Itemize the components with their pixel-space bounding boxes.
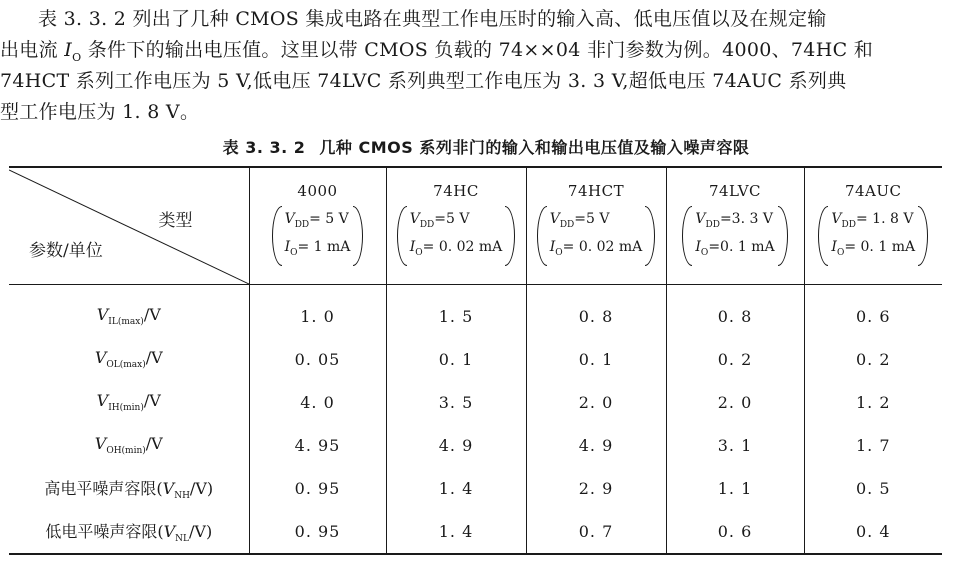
io-symbol: I <box>284 239 291 255</box>
io-subscript: O <box>290 247 298 258</box>
cell-value: 1. 1 <box>717 479 753 498</box>
cell-value: 0. 8 <box>717 307 753 326</box>
row-label-symbol: V <box>96 391 109 411</box>
cmos-parameter-table <box>9 166 942 555</box>
vdd-symbol: V <box>695 211 706 228</box>
value-cell <box>666 285 804 339</box>
cell-value: 0. 05 <box>294 350 341 369</box>
column-name: 74AUC <box>844 182 902 201</box>
value-cell <box>249 381 386 424</box>
paragraph-line-4: 型工作电压为 1. 8 V。 <box>0 101 200 123</box>
cell-value: 0. 6 <box>855 307 891 326</box>
value-cell <box>666 338 804 381</box>
value-cell <box>526 467 666 510</box>
right-paren-icon <box>353 206 363 266</box>
row-label-symbol: V <box>162 478 175 498</box>
table-body <box>9 285 942 555</box>
cell-value: 3. 5 <box>438 393 474 412</box>
left-paren-icon <box>537 206 547 266</box>
vdd-condition <box>550 208 643 236</box>
io-subscript: O <box>415 247 423 258</box>
row-label <box>94 348 163 371</box>
value-cell <box>666 467 804 510</box>
cell-value: 0. 1 <box>578 350 614 369</box>
paragraph-line-3: 74HCT 系列工作电压为 5 V,低电压 74LVC 系列典型工作电压为 3. 3 V,超低电压 74AUC 系列典 <box>0 70 847 92</box>
row-label-prefix: 高电平噪声容限( <box>44 478 163 498</box>
row-label-unit: /V <box>143 391 161 411</box>
table-row <box>9 510 942 554</box>
cell-value: 0. 1 <box>438 350 474 369</box>
vdd-value: =5 V <box>434 211 470 228</box>
value-cell <box>804 424 942 467</box>
corner-param-label: 参数/单位 <box>29 241 103 261</box>
row-label-unit: /V <box>145 348 163 368</box>
cell-value: 1. 2 <box>855 393 891 412</box>
row-label-cell <box>9 510 249 554</box>
cell-value: 4. 95 <box>294 436 341 455</box>
paragraph-line-1: 表 3. 3. 2 列出了几种 CMOS 集成电路在典型工作电压时的输入高、低电压值以及在规定输 <box>38 8 827 30</box>
cell-value: 2. 9 <box>578 479 614 498</box>
vdd-subscript: DD <box>841 220 856 230</box>
cell-value: 2. 0 <box>717 393 753 412</box>
right-paren-icon <box>778 206 788 266</box>
row-label-unit: /V <box>189 478 207 498</box>
value-cell <box>249 467 386 510</box>
value-cell <box>249 424 386 467</box>
io-condition <box>831 236 915 264</box>
cell-value: 1. 0 <box>300 307 335 326</box>
value-cell <box>386 424 526 467</box>
row-label-symbol: V <box>96 305 109 325</box>
cell-value: 0. 4 <box>855 522 891 541</box>
io-symbol: I <box>695 239 701 255</box>
vdd-subscript: DD <box>559 220 575 230</box>
value-cell <box>804 467 942 510</box>
body-paragraph <box>0 4 972 128</box>
value-cell <box>804 381 942 424</box>
column-name: 74LVC <box>708 182 762 201</box>
io-symbol: I <box>549 239 556 255</box>
io-subscript: O <box>836 247 845 258</box>
row-label-subscript: OL(max) <box>106 360 146 371</box>
io-condition <box>410 236 503 264</box>
row-label-unit: /V <box>188 521 206 541</box>
table-caption-number: 表 3. 3. 2 <box>222 138 306 157</box>
value-cell <box>249 285 386 339</box>
row-label-cell <box>9 285 249 339</box>
value-cell <box>386 285 526 339</box>
row-label-cell <box>9 338 249 381</box>
vdd-symbol: V <box>831 211 842 228</box>
row-label-symbol: V <box>94 434 107 454</box>
cell-value: 0. 95 <box>294 479 341 498</box>
cell-value: 0. 7 <box>578 522 614 541</box>
row-label-suffix: ) <box>206 478 214 498</box>
cell-value: 0. 2 <box>855 350 891 369</box>
condition-group <box>682 206 787 266</box>
row-label-subscript: NH <box>174 491 190 502</box>
right-paren-icon <box>918 206 928 266</box>
table-row <box>9 381 942 424</box>
row-label-cell <box>9 467 249 510</box>
value-cell <box>526 285 666 339</box>
vdd-condition <box>285 208 351 236</box>
value-cell <box>386 467 526 510</box>
column-name: 74HC <box>433 182 479 201</box>
right-paren-icon <box>505 206 515 266</box>
value-cell <box>804 510 942 554</box>
left-paren-icon <box>272 206 282 266</box>
corner-header <box>9 168 249 284</box>
column-name: 4000 <box>297 182 338 201</box>
table-caption <box>0 137 972 159</box>
left-paren-icon <box>397 206 407 266</box>
left-paren-icon <box>682 206 692 266</box>
cell-value: 4. 9 <box>438 436 474 455</box>
cell-value: 4. 0 <box>300 393 335 412</box>
row-label <box>45 521 213 545</box>
col-header-1 <box>386 167 526 285</box>
value-cell <box>666 424 804 467</box>
row-label-cell <box>9 424 249 467</box>
vdd-condition <box>695 208 774 236</box>
cell-value: 1. 5 <box>438 307 474 326</box>
io-variable: I <box>64 39 73 61</box>
io-value: = 0. 02 mA <box>562 239 643 255</box>
vdd-condition <box>410 208 503 236</box>
table-row <box>9 467 942 510</box>
condition-group <box>397 206 516 266</box>
table-row <box>9 285 942 339</box>
vdd-symbol: V <box>409 211 420 228</box>
value-cell <box>249 510 386 554</box>
vdd-value: = 1. 8 V <box>855 211 914 228</box>
io-condition <box>550 236 643 264</box>
vdd-symbol: V <box>284 211 295 228</box>
cell-value: 0. 5 <box>855 479 891 498</box>
row-label-cell <box>9 381 249 424</box>
condition-lines <box>282 206 354 266</box>
vdd-value: = 5 V <box>309 211 349 228</box>
value-cell <box>526 338 666 381</box>
value-cell <box>666 381 804 424</box>
table-header-row <box>9 167 942 285</box>
value-cell <box>526 424 666 467</box>
row-label-prefix: 低电平噪声容限( <box>45 521 164 541</box>
row-label-subscript: NL <box>175 534 189 545</box>
io-value: = 0. 02 mA <box>422 239 503 255</box>
left-paren-icon <box>818 206 828 266</box>
io-condition <box>695 236 774 264</box>
cell-value: 1. 4 <box>438 479 474 498</box>
value-cell <box>804 285 942 339</box>
value-cell <box>386 510 526 554</box>
condition-group <box>818 206 928 266</box>
condition-group <box>537 206 656 266</box>
right-paren-icon <box>645 206 655 266</box>
io-subscript: O <box>700 247 709 258</box>
cell-value: 1. 7 <box>855 436 891 455</box>
condition-group <box>272 206 364 266</box>
io-value: =0. 1 mA <box>708 239 775 255</box>
vdd-condition <box>831 208 915 236</box>
vdd-symbol: V <box>549 211 560 228</box>
row-label-unit: /V <box>143 305 161 325</box>
col-header-4 <box>804 167 942 285</box>
corner-header-cell <box>9 167 249 285</box>
table-row <box>9 424 942 467</box>
column-name: 74HCT <box>567 182 625 201</box>
vdd-subscript: DD <box>705 220 720 230</box>
io-value: = 1 mA <box>297 239 351 255</box>
io-symbol: I <box>831 239 837 255</box>
cell-value: 1. 4 <box>438 522 474 541</box>
io-condition <box>285 236 351 264</box>
row-label-symbol: V <box>94 348 107 368</box>
row-label <box>96 305 161 328</box>
diagonal-divider-line <box>9 168 249 284</box>
col-header-3 <box>666 167 804 285</box>
condition-lines <box>547 206 646 266</box>
table-caption-title: 几种 CMOS 系列非门的输入和输出电压值及输入噪声容限 <box>319 138 750 157</box>
row-label-suffix: ) <box>205 521 213 541</box>
condition-lines <box>828 206 918 266</box>
value-cell <box>386 338 526 381</box>
vdd-subscript: DD <box>419 220 435 230</box>
row-label-subscript: IL(max) <box>108 317 144 328</box>
corner-type-label: 类型 <box>158 211 193 231</box>
cell-value: 0. 8 <box>578 307 614 326</box>
row-label <box>94 434 163 457</box>
cell-value: 0. 2 <box>717 350 753 369</box>
condition-lines <box>407 206 506 266</box>
value-cell <box>386 381 526 424</box>
cell-value: 0. 95 <box>294 522 341 541</box>
paragraph-line-2 <box>0 35 972 66</box>
value-cell <box>526 381 666 424</box>
row-label <box>44 478 214 502</box>
value-cell <box>526 510 666 554</box>
col-header-2 <box>526 167 666 285</box>
cell-value: 2. 0 <box>578 393 614 412</box>
vdd-value: =5 V <box>574 211 610 228</box>
paragraph-line-2-pre: 出电流 <box>0 39 65 61</box>
io-value: = 0. 1 mA <box>844 239 916 255</box>
table-row <box>9 338 942 381</box>
col-header-0 <box>249 167 386 285</box>
value-cell <box>249 338 386 381</box>
value-cell <box>804 338 942 381</box>
cell-value: 4. 9 <box>578 436 614 455</box>
row-label-subscript: IH(min) <box>108 403 144 414</box>
paragraph-line-2-post: 条件下的输出电压值。这里以带 CMOS 负载的 74××04 非门参数为例。4000、74HC 和 <box>81 39 874 61</box>
row-label-unit: /V <box>145 434 163 454</box>
condition-lines <box>692 206 777 266</box>
io-variable-subscript: O <box>72 50 82 64</box>
io-symbol: I <box>409 239 416 255</box>
vdd-value: =3. 3 V <box>719 211 773 228</box>
value-cell <box>666 510 804 554</box>
row-label-subscript: OH(min) <box>106 446 146 457</box>
cell-value: 3. 1 <box>717 436 753 455</box>
io-subscript: O <box>555 247 563 258</box>
cell-value: 0. 6 <box>717 522 753 541</box>
row-label-symbol: V <box>163 521 176 541</box>
row-label <box>96 391 161 414</box>
vdd-subscript: DD <box>294 220 310 230</box>
